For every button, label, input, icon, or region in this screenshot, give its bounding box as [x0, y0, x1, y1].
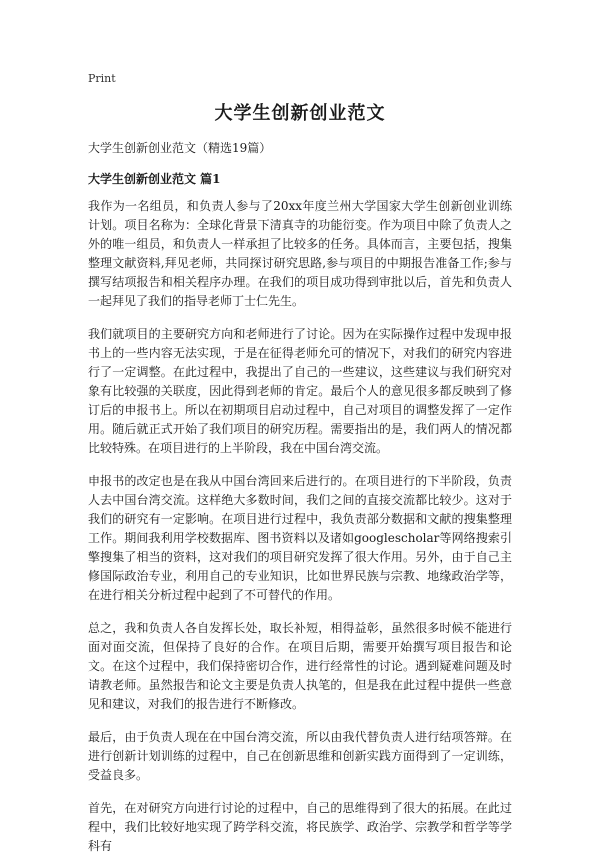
body-paragraph: 申报书的改定也是在我从中国台湾回来后进行的。在项目进行的下半阶段，负责人去中国台湾交流。这样绝大多数时间，我们之间的直接交流都比较少。这对于我们的研究有一定影响。在项目进行过程中，我负责部分数据和文献的搜集整理工作。期间我利用学校数据库、图书资料以及诸如googlescholar等网络搜索引擎搜集了相当的资料，这对我们的项目研究发挥了很大作用。另外，由于自己主修国际政治专业，利用自己的专业知识，比如世界民族与宗教、地缘政治学等，在进行相关分析过程中起到了不可替代的作用。 [88, 474, 512, 602]
document-title: 大学生创新创业范文 [214, 103, 386, 124]
document-subtitle: 大学生创新创业范文（精选19篇） [88, 141, 272, 155]
body-paragraph: 首先，在对研究方向进行讨论的过程中，自己的思维得到了很大的拓展。在此过程中，我们比较好地实现了跨学科交流，将民族学、政治学、宗教学和哲学等学科有 [88, 801, 512, 853]
body-paragraph: 我作为一名组员，和负责人参与了20xx年度兰州大学国家大学生创新创业训练计划。项目名称为：全球化背景下清真寺的功能衍变。作为项目中除了负责人之外的唯一组员，和负责人一样承担了比较多的任务。具体而言，主要包括，搜集整理文献资料,拜见老师，共同探讨研究思路,参与项目的中期报告准备工作;参与撰写结项报告和相关程序办理。在我们的项目成功得到审批以后，首先和负责人一起拜见了我们的指导老师丁士仁先生。 [88, 199, 512, 308]
body-paragraph: 我们就项目的主要研究方向和老师进行了讨论。因为在实际操作过程中发现申报书上的一些内容无法实现，于是在征得老师允可的情况下，对我们的研究内容进行了一定调整。在此过程中，我提出了自己的一些建议，这些建议与我们研究对象有比较强的关联度，因此得到老师的肯定。最后个人的意见很多都反映到了修订后的申报书上。所以在初期项目启动过程中，自己对项目的调整发挥了一定作用。随后就正式开始了我们项目的研究历程。需要指出的是，我们两人的情况都比较特殊。在项目进行的上半阶段，我在中国台湾交流。 [88, 327, 512, 455]
print-link[interactable]: Print [88, 72, 116, 85]
section-heading: 大学生创新创业范文 篇1 [88, 172, 221, 186]
body-paragraph: 最后，由于负责人现在在中国台湾交流，所以由我代替负责人进行结项答辩。在进行创新计划训练的过程中，自己在创新思维和创新实践方面得到了一定训练，受益良多。 [88, 730, 512, 782]
body-paragraph: 总之，我和负责人各自发挥长处，取长补短，相得益彰，虽然很多时候不能进行面对面交流，但保持了良好的合作。在项目后期，需要开始撰写项目报告和论文。在这个过程中，我们保持密切合作，进行经常性的讨论。遇到疑难问题及时请教老师。虽然报告和论文主要是负责人执笔的，但是我在此过程中提供一些意见和建议，对我们的报告进行不断修改。 [88, 621, 512, 711]
